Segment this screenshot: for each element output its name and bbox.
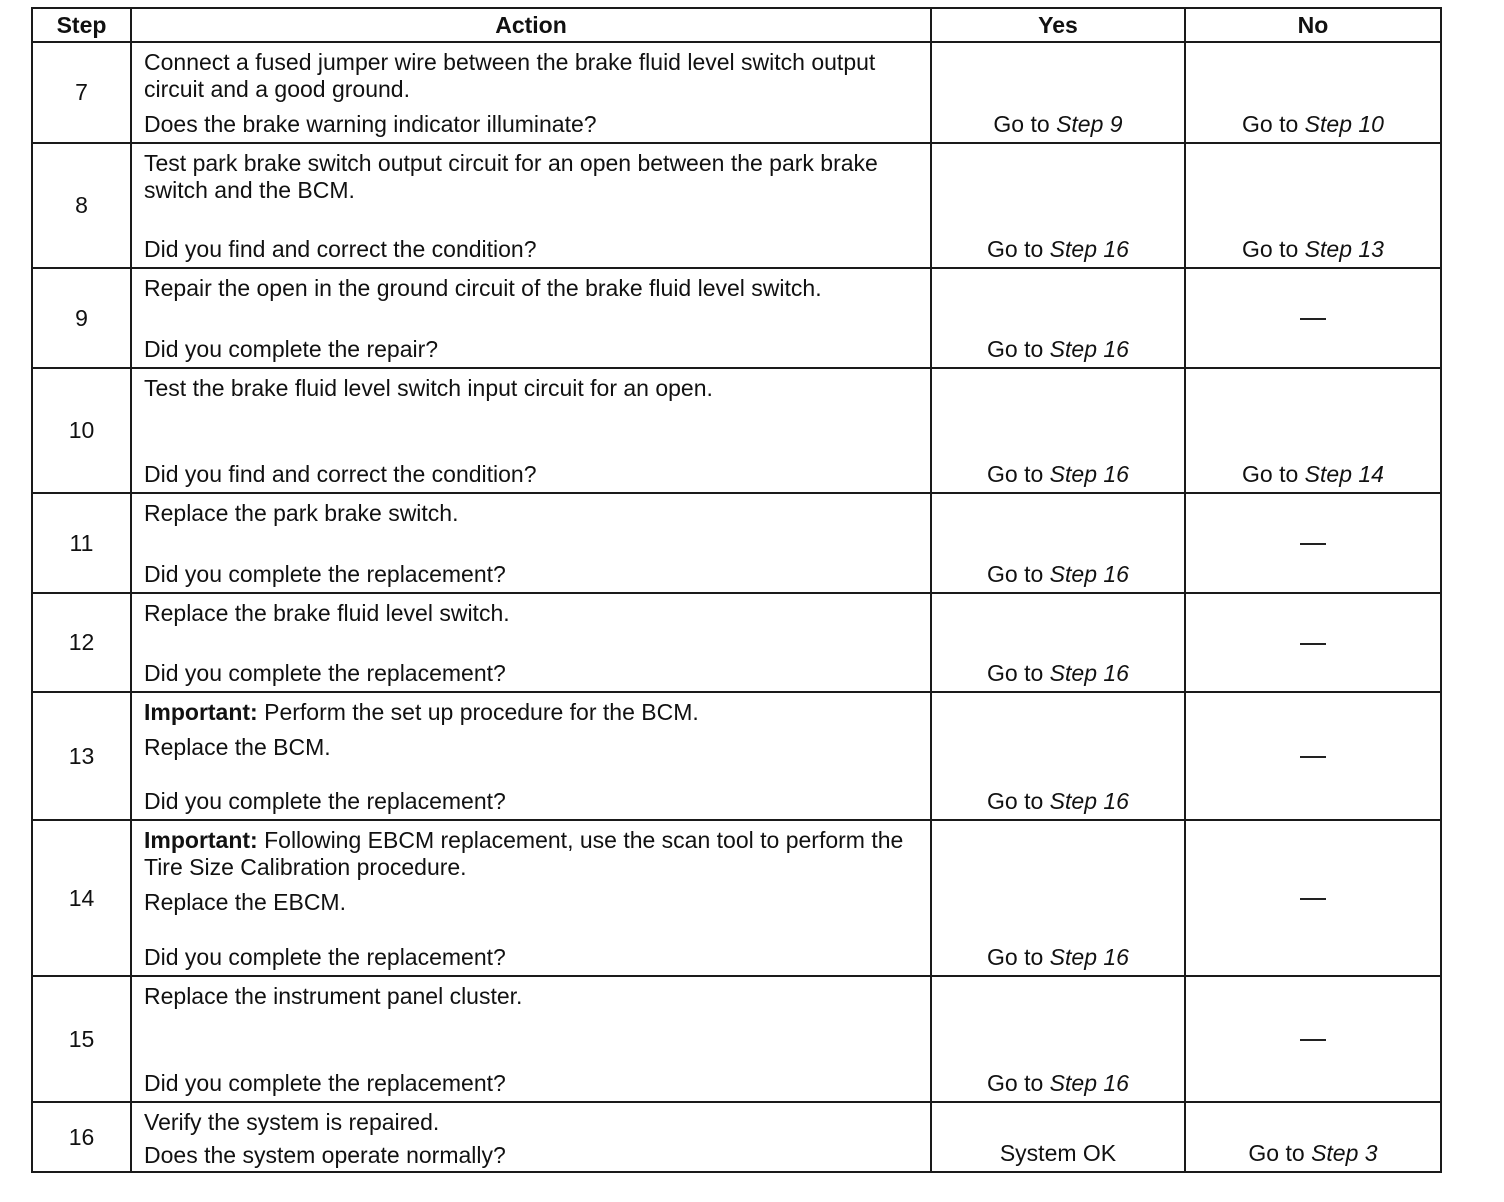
- header-yes: Yes: [931, 8, 1185, 42]
- action-cell: [131, 976, 931, 1102]
- header-no: No: [1185, 8, 1441, 42]
- action-question: Did you complete the repair?: [144, 336, 439, 362]
- step-number: 11: [32, 493, 131, 593]
- step-number: 8: [32, 143, 131, 268]
- action-instruction: Test the brake fluid level switch input circuit for an open.: [144, 375, 713, 401]
- action-instruction: Replace the brake fluid level switch.: [144, 600, 510, 626]
- no-cell: [1185, 593, 1441, 692]
- yes-cell: [931, 820, 1185, 976]
- action-question: Did you find and correct the condition?: [144, 236, 537, 262]
- goto-label: Go to: [987, 944, 1044, 970]
- header-action: Action: [131, 8, 931, 42]
- action-cell: [131, 692, 931, 820]
- action-question: Did you find and correct the condition?: [144, 461, 537, 487]
- step-number: 10: [32, 368, 131, 493]
- yes-step-ref: Step 16: [1049, 944, 1129, 970]
- yes-cell: [931, 268, 1185, 368]
- header-step: Step: [32, 8, 131, 42]
- no-action-dash: [1300, 1039, 1326, 1041]
- yes-step-ref: Step 16: [1049, 788, 1129, 814]
- action-cell: [131, 593, 931, 692]
- no-cell: [1185, 42, 1441, 143]
- action-question: Did you complete the replacement?: [144, 561, 506, 587]
- goto-label: Go to: [987, 660, 1044, 686]
- no-cell: [1185, 368, 1441, 493]
- important-label: Important:: [144, 827, 258, 853]
- no-cell: [1185, 268, 1441, 368]
- yes-step-ref: Step 16: [1049, 236, 1129, 262]
- action-cell: [131, 368, 931, 493]
- action-instruction: Connect a fused jumper wire between the brake fluid level switch output circuit and a good ground.: [144, 49, 876, 102]
- goto-label: Go to: [987, 561, 1044, 587]
- no-cell: [1185, 493, 1441, 593]
- goto-label: Go to: [1248, 1140, 1305, 1166]
- header-row: [32, 8, 1441, 42]
- yes-step-ref: Step 9: [1056, 111, 1123, 137]
- table-row: [32, 143, 1441, 268]
- action-question: Did you complete the replacement?: [144, 1070, 506, 1096]
- important-note: [144, 699, 920, 726]
- no-action-dash: [1300, 898, 1326, 900]
- yes-cell: [931, 976, 1185, 1102]
- step-number: 9: [32, 268, 131, 368]
- yes-cell: [931, 593, 1185, 692]
- no-step-ref: Step 3: [1311, 1140, 1378, 1166]
- important-text: Following EBCM replacement, use the scan tool to perform the Tire Size Calibration procedure.: [144, 827, 904, 880]
- important-label: Important:: [144, 699, 258, 725]
- action-question: Did you complete the replacement?: [144, 944, 506, 970]
- yes-step-ref: Step 16: [1049, 336, 1129, 362]
- action-question: Did you complete the replacement?: [144, 788, 506, 814]
- yes-step-ref: Step 16: [1049, 461, 1129, 487]
- yes-result: System OK: [999, 1140, 1117, 1166]
- step-number: 14: [32, 820, 131, 976]
- action-instruction: Replace the instrument panel cluster.: [144, 983, 523, 1009]
- goto-label: Go to: [987, 336, 1044, 362]
- no-cell: [1185, 143, 1441, 268]
- no-cell: [1185, 976, 1441, 1102]
- no-cell: [1185, 1102, 1441, 1172]
- no-action-dash: [1300, 543, 1326, 545]
- action-cell: [131, 42, 931, 143]
- table-row: [32, 368, 1441, 493]
- no-step-ref: Step 14: [1304, 461, 1384, 487]
- table-row: [32, 692, 1441, 820]
- action-instruction: Replace the BCM.: [144, 734, 331, 760]
- action-instruction: Verify the system is repaired.: [144, 1109, 440, 1135]
- no-action-dash: [1300, 318, 1326, 320]
- table-row: [32, 820, 1441, 976]
- action-instruction: Replace the park brake switch.: [144, 500, 459, 526]
- table-row: [32, 268, 1441, 368]
- goto-label: Go to: [987, 236, 1044, 262]
- table-row: [32, 42, 1441, 143]
- table-row: [32, 976, 1441, 1102]
- action-cell: [131, 1102, 931, 1172]
- no-cell: [1185, 820, 1441, 976]
- step-number: 7: [32, 42, 131, 143]
- step-number: 12: [32, 593, 131, 692]
- action-question: Does the system operate normally?: [144, 1142, 506, 1168]
- action-instruction: Repair the open in the ground circuit of the brake fluid level switch.: [144, 275, 822, 301]
- goto-label: Go to: [1242, 461, 1299, 487]
- goto-label: Go to: [987, 461, 1044, 487]
- no-step-ref: Step 13: [1304, 236, 1384, 262]
- no-action-dash: [1300, 643, 1326, 645]
- action-cell: [131, 143, 931, 268]
- goto-label: Go to: [987, 1070, 1044, 1096]
- goto-label: Go to: [987, 788, 1044, 814]
- yes-step-ref: Step 16: [1049, 1070, 1129, 1096]
- yes-cell: [931, 42, 1185, 143]
- action-question: Does the brake warning indicator illuminate?: [144, 111, 597, 137]
- table-row: [32, 1102, 1441, 1172]
- step-number: 15: [32, 976, 131, 1102]
- action-question: Did you complete the replacement?: [144, 660, 506, 686]
- table-row: [32, 593, 1441, 692]
- action-instruction: Replace the EBCM.: [144, 889, 346, 915]
- no-step-ref: Step 10: [1304, 111, 1384, 137]
- action-cell: [131, 820, 931, 976]
- action-cell: [131, 268, 931, 368]
- yes-step-ref: Step 16: [1049, 660, 1129, 686]
- goto-label: Go to: [1242, 236, 1299, 262]
- important-note: [144, 827, 920, 881]
- goto-label: Go to: [1242, 111, 1299, 137]
- action-cell: [131, 493, 931, 593]
- step-number: 16: [32, 1102, 131, 1172]
- action-instruction: Test park brake switch output circuit for an open between the park brake switch and the BCM.: [144, 150, 878, 203]
- no-cell: [1185, 692, 1441, 820]
- yes-cell: [931, 493, 1185, 593]
- goto-label: Go to: [993, 111, 1050, 137]
- yes-step-ref: Step 16: [1049, 561, 1129, 587]
- table-body: [32, 42, 1441, 1172]
- no-action-dash: [1300, 756, 1326, 758]
- yes-cell: [931, 692, 1185, 820]
- important-text: Perform the set up procedure for the BCM.: [264, 699, 699, 725]
- diagnostic-table: [31, 7, 1442, 1173]
- yes-cell: [931, 143, 1185, 268]
- yes-cell: [931, 1102, 1185, 1172]
- yes-cell: [931, 368, 1185, 493]
- step-number: 13: [32, 692, 131, 820]
- table-row: [32, 493, 1441, 593]
